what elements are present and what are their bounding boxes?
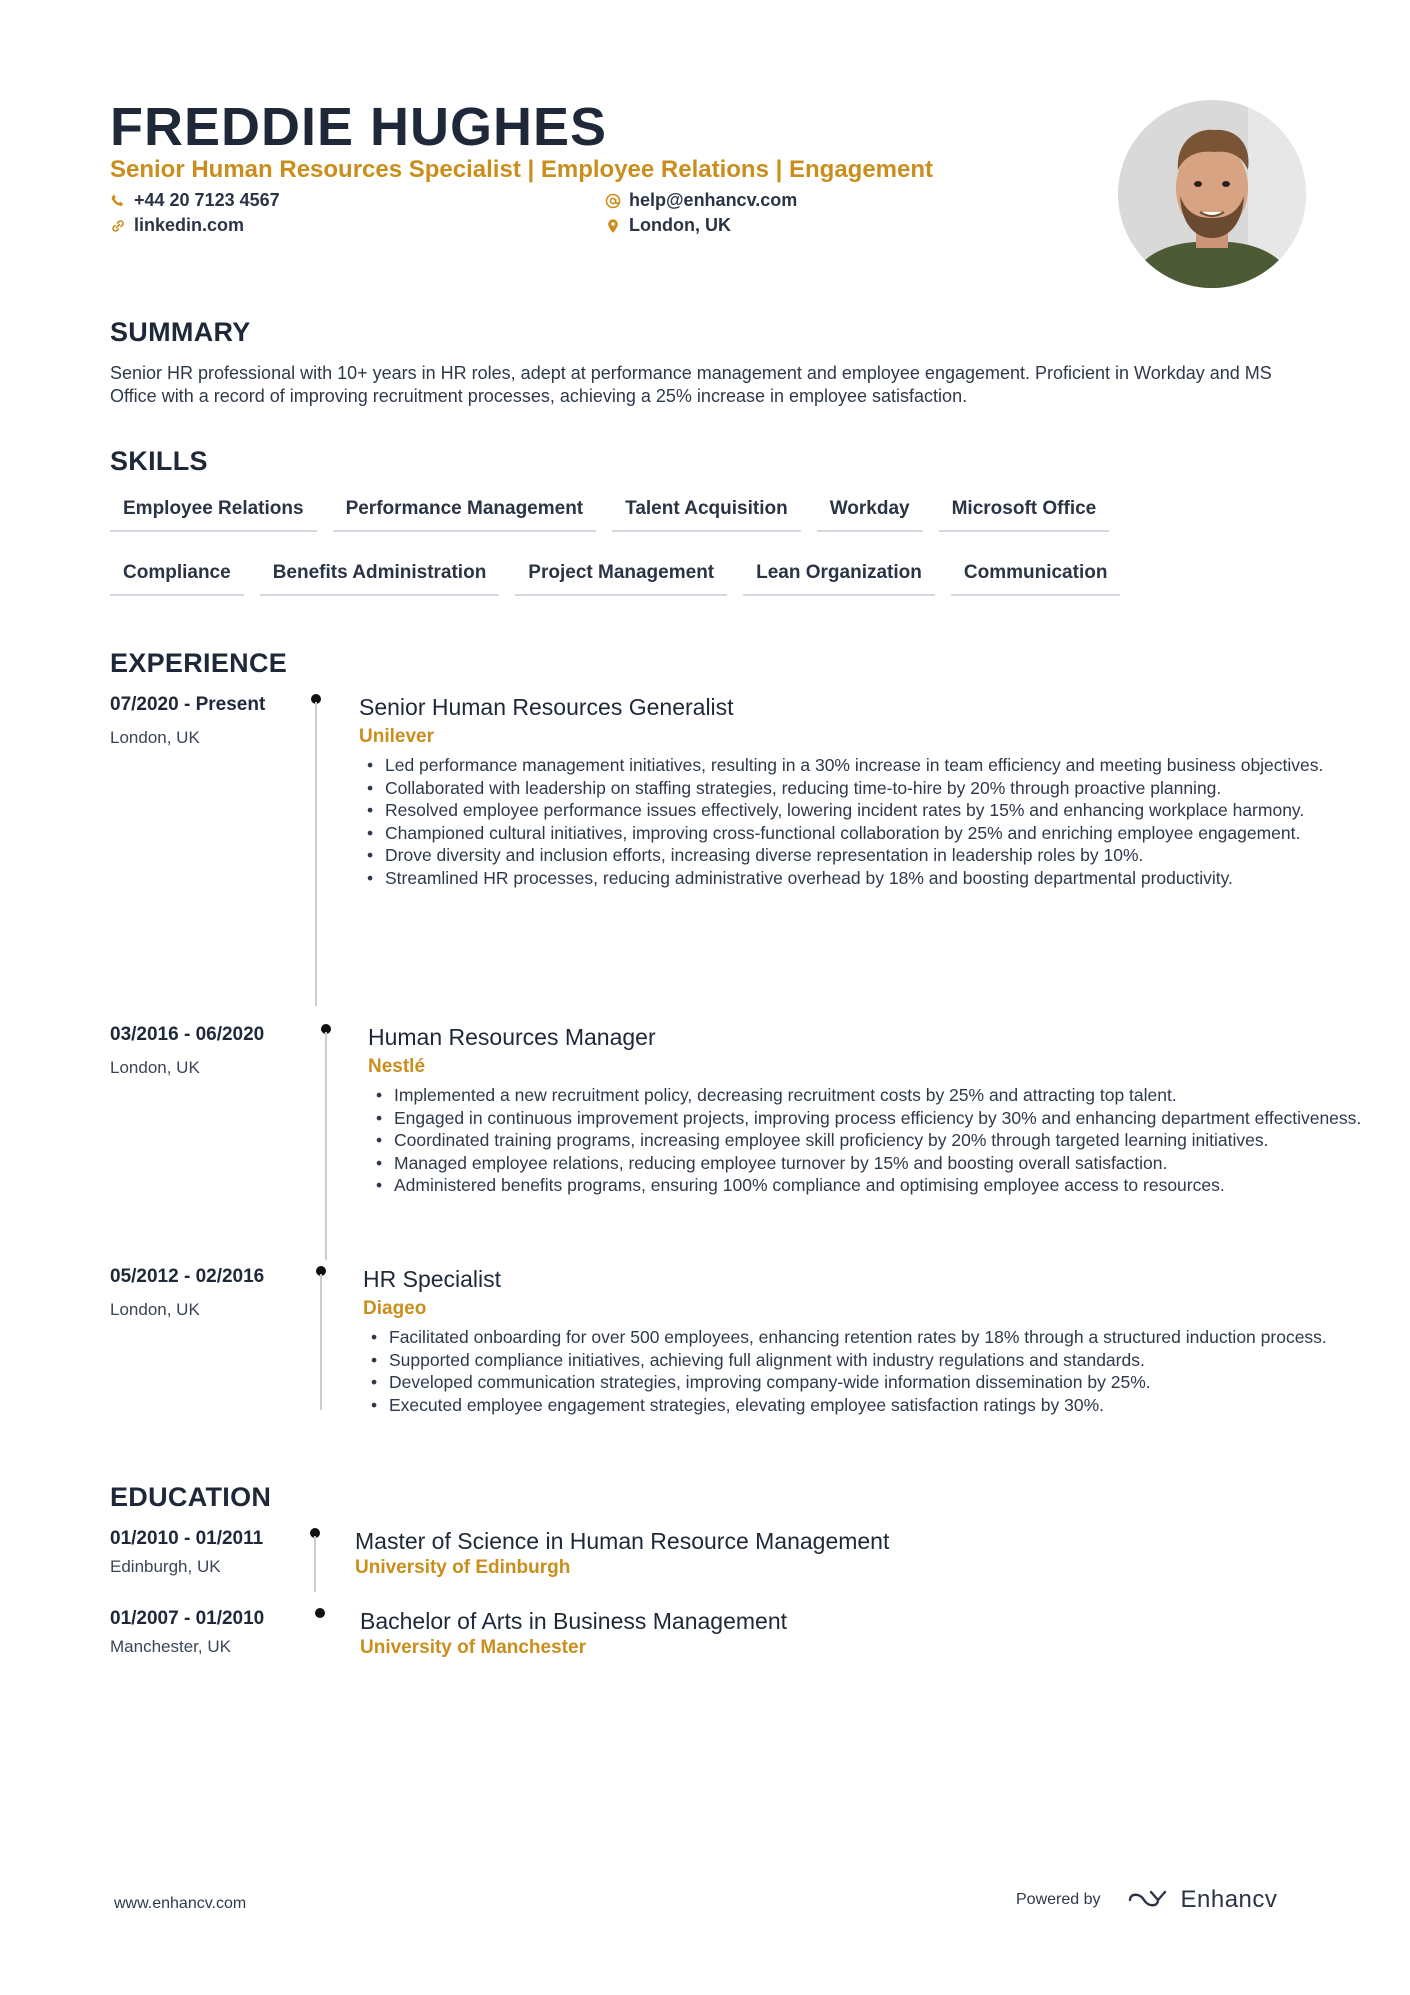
- timeline-line: [315, 702, 317, 1006]
- list-item: • Coordinated training programs, increasing employee skill proficiency by 20% through targeted learning initiatives.: [394, 1129, 1394, 1152]
- candidate-name: FREDDIE HUGHES: [110, 97, 608, 157]
- skill-tag: Performance Management: [333, 492, 597, 532]
- education-title: EDUCATION: [110, 1482, 272, 1512]
- edu-location: Manchester, UK: [110, 1637, 231, 1656]
- contact-email[interactable]: [605, 190, 797, 211]
- list-item: • Facilitated onboarding for over 500 employees, enhancing retention rates by 18% through a structured induction process.: [389, 1326, 1369, 1349]
- job-company: Unilever: [359, 726, 434, 747]
- link-icon: [110, 218, 126, 234]
- phone-icon: [110, 193, 126, 209]
- contact-location: [605, 215, 731, 236]
- contact-phone[interactable]: [110, 190, 280, 211]
- timeline-line: [325, 1032, 327, 1260]
- candidate-subtitle: Senior Human Resources Specialist | Employee Relations | Engagement: [110, 156, 934, 183]
- list-item: • Engaged in continuous improvement projects, improving process efficiency by 30% and enhancing department effectiveness.: [394, 1107, 1394, 1130]
- skills-row: [110, 492, 1210, 532]
- job-bullets: [368, 1084, 1394, 1197]
- school-name: University of Manchester: [360, 1637, 586, 1658]
- skill-tag: Microsoft Office: [939, 492, 1110, 532]
- summary-text: Senior HR professional with 10+ years in HR roles, adept at performance management and employee engagement. Proficient in Workday and MS Office with a record of improving recruitment processes, achieving a 25% increase in employee satisfaction.: [110, 363, 1272, 406]
- list-item: • Led performance management initiatives, resulting in a 30% increase in team efficiency and meeting business objectives.: [385, 754, 1385, 777]
- skill-tag: Lean Organization: [743, 556, 935, 596]
- linkedin-text: linkedin.com: [134, 215, 245, 235]
- job-title: Senior Human Resources Generalist: [359, 694, 734, 720]
- job-date: 03/2016 - 06/2020: [110, 1024, 265, 1045]
- list-item: • Executed employee engagement strategies, elevating employee satisfaction ratings by 30%.: [389, 1394, 1369, 1417]
- powered-by-text: Powered by: [1016, 1891, 1101, 1908]
- list-item: • Administered benefits programs, ensuring 100% compliance and optimising employee access to resources.: [394, 1174, 1394, 1197]
- skill-tag: Communication: [951, 556, 1121, 596]
- location-text: London, UK: [629, 215, 731, 235]
- list-item: • Streamlined HR processes, reducing administrative overhead by 18% and boosting departmental productivity.: [385, 867, 1385, 890]
- footer-website[interactable]: www.enhancv.com: [114, 1895, 247, 1912]
- job-location: London, UK: [110, 1058, 200, 1077]
- footer-branding[interactable]: [1016, 1886, 1277, 1914]
- profile-photo: [1118, 100, 1306, 288]
- skill-tag: Compliance: [110, 556, 244, 596]
- skill-tag: Project Management: [515, 556, 727, 596]
- job-title: Human Resources Manager: [368, 1024, 656, 1050]
- list-item: • Drove diversity and inclusion efforts, increasing diverse representation in leadership roles by 10%.: [385, 844, 1385, 867]
- school-name: University of Edinburgh: [355, 1557, 571, 1578]
- list-item: • Supported compliance initiatives, achieving full alignment with industry regulations and standards.: [389, 1349, 1369, 1372]
- skill-tag: Workday: [817, 492, 923, 532]
- experience-title: EXPERIENCE: [110, 648, 288, 678]
- job-location: London, UK: [110, 728, 200, 747]
- degree-title: Master of Science in Human Resource Management: [355, 1528, 890, 1554]
- edu-date: 01/2007 - 01/2010: [110, 1608, 265, 1629]
- job-date: 07/2020 - Present: [110, 694, 266, 715]
- list-item: • Championed cultural initiatives, improving cross-functional collaboration by 25% and enriching employee engagement.: [385, 822, 1385, 845]
- timeline-line: [314, 1536, 316, 1592]
- skill-tag: Employee Relations: [110, 492, 317, 532]
- list-item: • Implemented a new recruitment policy, decreasing recruitment costs by 25% and attracting top talent.: [394, 1084, 1394, 1107]
- enhancv-logo-icon: [1127, 1888, 1173, 1912]
- location-pin-icon: [605, 218, 621, 234]
- skills-row: [110, 556, 1210, 596]
- job-bullets: [359, 754, 1385, 889]
- list-item: • Collaborated with leadership on staffing strategies, reducing time-to-hire by 20% through proactive planning.: [385, 777, 1385, 800]
- skill-tag: Benefits Administration: [260, 556, 500, 596]
- timeline-line: [320, 1274, 322, 1410]
- job-bullets: [363, 1326, 1369, 1416]
- skills-title: SKILLS: [110, 446, 208, 476]
- skills-list: [110, 492, 1210, 620]
- job-company: Nestlé: [368, 1056, 426, 1077]
- contact-linkedin[interactable]: [110, 215, 244, 236]
- list-item: • Managed employee relations, reducing employee turnover by 15% and boosting overall satisfaction.: [394, 1152, 1394, 1175]
- job-location: London, UK: [110, 1300, 200, 1319]
- brand-name: Enhancv: [1180, 1886, 1278, 1913]
- edu-date: 01/2010 - 01/2011: [110, 1528, 264, 1549]
- timeline-dot: [315, 1608, 325, 1618]
- skill-tag: Talent Acquisition: [612, 492, 801, 532]
- job-date: 05/2012 - 02/2016: [110, 1266, 265, 1287]
- edu-location: Edinburgh, UK: [110, 1557, 221, 1576]
- email-text: help@enhancv.com: [629, 190, 798, 210]
- summary-title: SUMMARY: [110, 317, 251, 347]
- job-title: HR Specialist: [363, 1266, 502, 1292]
- degree-title: Bachelor of Arts in Business Management: [360, 1608, 788, 1634]
- job-company: Diageo: [363, 1298, 427, 1319]
- phone-text: +44 20 7123 4567: [134, 190, 280, 210]
- list-item: • Resolved employee performance issues effectively, lowering incident rates by 15% and enhancing workplace harmony.: [385, 799, 1385, 822]
- at-icon: [605, 193, 621, 209]
- list-item: • Developed communication strategies, improving company-wide information dissemination by 25%.: [389, 1371, 1369, 1394]
